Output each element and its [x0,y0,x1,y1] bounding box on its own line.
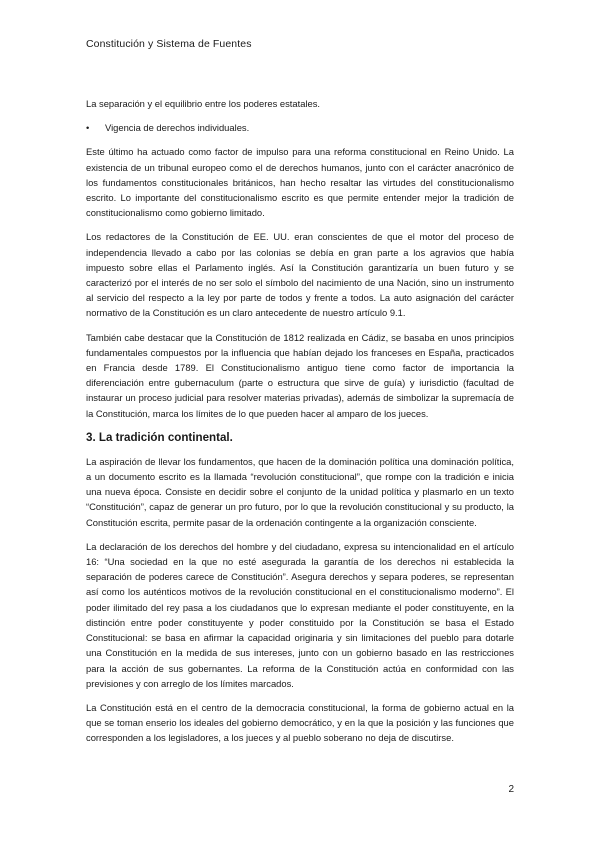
bullet-icon: • [86,122,90,134]
paragraph-declaracion: La declaración de los derechos del hombre y del ciudadano, expresa su intencionalidad en el artículo 16: “Una sociedad en la que no esté asegurada la garantía de los derechos ni establecida la separación de poderes carece de Constitución”. Asegura derechos y separa poderes, se representan así como los auténticos motivos de la revolución constitucional en el constitucionalismo moderno”. El poder ilimitado del rey pasa a los ciudadanos que lo expresan mediante el poder constituyente, en la distinción entre poder constituyente y poder constituido por la Constitución se basa el Estado Constitucional: se basa en afirmar la capacidad originaria y sin limitaciones del pueblo para dotarle una Constitución en la medida de sus intereses, junto con un gobierno basado en las restricciones para la acción de sus gobernantes. La reforma de la Constitución actúa en conformidad con las previsiones y con arreglo de los límites marcados. [86,540,514,689]
bullet-text: Vigencia de derechos individuales. [105,122,250,134]
paragraph-centro: La Constitución está en el centro de la democracia constitucional, la forma de gobierno actual en la que se toman enserio los ideales del gobierno democrático, y en la que la posición y las funciones que corresponden a los legisladores, a los jueces y al pueblo soberano no deja de discutirse. [86,701,514,744]
page-content [86,96,514,755]
section-heading: 3. La tradición continental. [86,430,233,444]
paragraph-separacion: La separación y el equilibrio entre los poderes estatales. [86,98,320,109]
paragraph-reino-unido: Este último ha actuado como factor de impulso para una reforma constitucional en Reino Unido. La existencia de un tribunal europeo como el de derechos humanos, junto con el carácter anacrónico de los fundamentos constitucionales británicos, han hecho resaltar las virtudes del constitucionalismo escrito. Lo importante del constitucionalismo escrito es que permite entender mejor la tradición de constitucionalismo como gobierno limitado. [86,146,514,219]
bullet-item [86,120,514,135]
paragraph-cadiz: También cabe destacar que la Constitución de 1812 realizada en Cádiz, se basaba en unos principios fundamentales compuestos por la influencia que habían dejado los franceses en España, practicados en Francia desde 1789. El Constitucionalismo antiguo tiene como factor de importancia la diferenciación entre gubernaculum (parte o estructura que sirve de guía) y iurisdictio (facultad de instaurar un proceso judicial para resolver materias privadas), además de simbolizar la supremacía de la Constitución, marca los límites de lo que pueden hacer al amparo de los jueces. [86,331,514,419]
page-number: 2 [508,784,514,795]
paragraph-eeuu: Los redactores de la Constitución de EE. UU. eran conscientes de que el motor del proceso de independencia llevado a cabo por las colonias se debía en gran parte a los agravios que había impuesto sobre ellas el Parlamento inglés. Así la Constitución garantizaría un buen futuro y se caracterizó por el interés de no ser solo el símbolo del nacimiento de una Nación, sino un instrumento al servicio del respecto a la ley por parte de todos y frente a todos. La auto asignación del carácter normativo de la Constitución es un claro antecedente de nuestro artículo 9.1. [86,231,514,319]
paragraph-aspiracion: La aspiración de llevar los fundamentos, que hacen de la dominación política una dominación política, a un documento escrito es la llamada “revolución constitucional”, que rompe con la tradición e inicia una nueva época. Consiste en decidir sobre el conjunto de la unidad política y plasmarlo en un texto “Constitución”, capaz de generar un pro futuro, por lo que la revolución constitucional y su producto, la Constitución escrita, permite pasar de la ordenación contingente a la organización consciente. [86,455,514,528]
running-header: Constitución y Sistema de Fuentes [86,38,252,50]
